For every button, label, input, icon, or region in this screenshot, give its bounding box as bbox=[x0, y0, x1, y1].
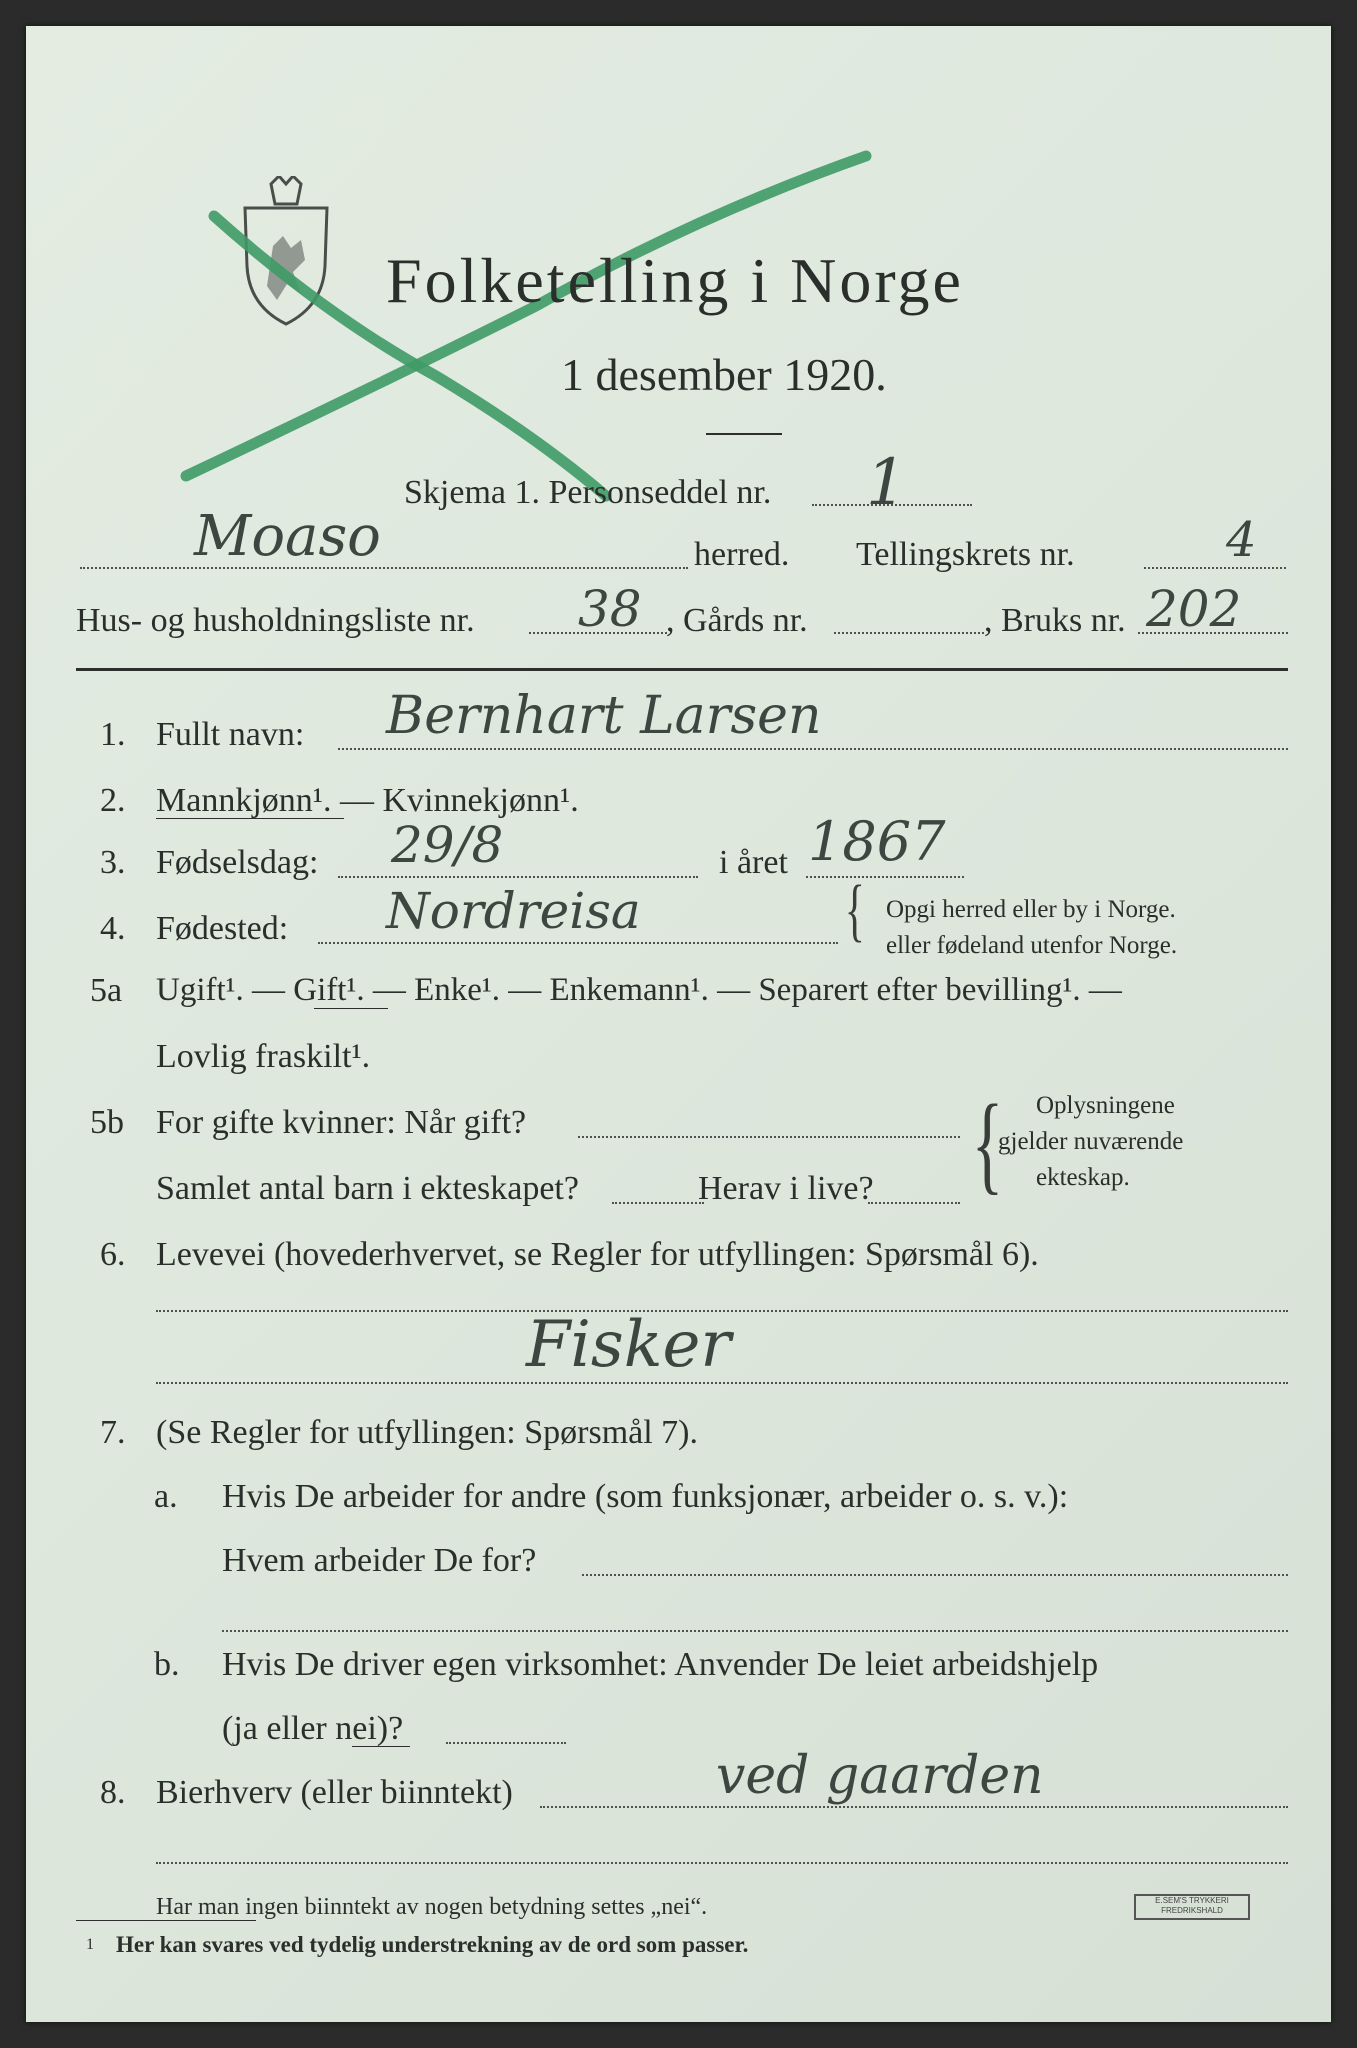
q5b-number: 5b bbox=[90, 1104, 124, 1141]
q5b-gift-line bbox=[578, 1136, 960, 1138]
q7b-underline-nei bbox=[352, 1746, 410, 1747]
tellingskrets-line bbox=[1144, 567, 1286, 569]
q5b-live-line bbox=[868, 1202, 960, 1204]
q5b-note-line1: Oplysningene bbox=[1036, 1092, 1175, 1119]
q6-number: 6. bbox=[100, 1236, 126, 1273]
personseddel-value[interactable]: 1 bbox=[866, 446, 907, 520]
q6-label: Levevei (hovederhvervet, se Regler for utfyllingen: Spørsmål 6). bbox=[156, 1236, 1039, 1273]
q4-note-line2: eller fødeland utenfor Norge. bbox=[886, 932, 1178, 959]
q4-line bbox=[318, 942, 838, 944]
q7b-line2: (ja eller nei)? bbox=[222, 1710, 404, 1747]
q8-side-income-value[interactable]: ved gaarden bbox=[716, 1746, 1044, 1806]
herred-label: herred. bbox=[694, 536, 790, 573]
form-title: Folketelling i Norge bbox=[386, 245, 964, 316]
footer-note: Har man ingen biinntekt av nogen betydning settes „nei“. bbox=[156, 1894, 708, 1920]
q5a-marital-line2: Lovlig fraskilt¹. bbox=[156, 1038, 371, 1075]
q7a-line bbox=[582, 1574, 1288, 1576]
q1-label: Fullt navn: bbox=[156, 716, 305, 753]
q1-line bbox=[338, 748, 1288, 750]
q7-number: 7. bbox=[100, 1414, 126, 1451]
title-divider bbox=[706, 433, 782, 435]
q3-aret-label: i året bbox=[719, 844, 788, 881]
q5b-line2a: Samlet antal barn i ekteskapet? bbox=[156, 1170, 579, 1207]
q4-label: Fødested: bbox=[156, 910, 289, 947]
q7-label: (Se Regler for utfyllingen: Spørsmål 7). bbox=[156, 1414, 699, 1451]
q6-occupation-value[interactable]: Fisker bbox=[526, 1308, 731, 1382]
q7a-line1: Hvis De arbeider for andre (som funksjonær, arbeider o. s. v.): bbox=[222, 1478, 1069, 1515]
q4-number: 4. bbox=[100, 910, 126, 947]
q3-label: Fødselsdag: bbox=[156, 844, 319, 881]
q2-number: 2. bbox=[100, 782, 126, 819]
q6-line2 bbox=[156, 1382, 1288, 1384]
skjema-label: Skjema 1. Personseddel nr. bbox=[404, 474, 772, 511]
q3-number: 3. bbox=[100, 844, 126, 881]
q2-gender-options: Mannkjønn¹. — Kvinnekjønn¹. bbox=[156, 782, 579, 819]
q4-birthplace-value[interactable]: Nordreisa bbox=[386, 882, 641, 940]
q1-fullname-value[interactable]: Bernhart Larsen bbox=[386, 686, 822, 746]
gards-label: , Gårds nr. bbox=[666, 602, 808, 639]
hus-value[interactable]: 38 bbox=[578, 580, 642, 638]
q4-note-line1: Opgi herred eller by i Norge. bbox=[886, 896, 1176, 923]
gards-line bbox=[834, 632, 984, 634]
herred-line bbox=[80, 567, 688, 569]
q7a-line2: Hvem arbeider De for? bbox=[222, 1542, 537, 1579]
q2-underline-mannkjonn bbox=[156, 818, 344, 819]
census-form bbox=[26, 26, 1331, 2022]
form-date: 1 desember 1920. bbox=[561, 349, 887, 400]
tellingskrets-value[interactable]: 4 bbox=[1226, 512, 1257, 568]
bruks-value[interactable]: 202 bbox=[1146, 580, 1242, 638]
footnote-divider bbox=[76, 1920, 256, 1921]
q8-line2 bbox=[156, 1862, 1288, 1864]
q4-brace: { bbox=[844, 872, 865, 949]
q5b-line1: For gifte kvinner: Når gift? bbox=[156, 1104, 527, 1141]
footnote-text: Her kan svares ved tydelig understrekning av de ord som passer. bbox=[116, 1932, 749, 1957]
q8-label: Bierhverv (eller biinntekt) bbox=[156, 1774, 513, 1811]
tellingskrets-label: Tellingskrets nr. bbox=[856, 536, 1075, 573]
q8-line bbox=[540, 1806, 1288, 1808]
footnote-marker: 1 bbox=[86, 1936, 94, 1953]
q5a-marital-options: Ugift¹. — Gift¹. — Enke¹. — Enkemann¹. — Separert efter bevilling¹. — bbox=[156, 972, 1122, 1008]
printer-stamp: E.SEM'S TRYKKERI FREDRIKSHALD bbox=[1134, 1894, 1250, 1920]
bruks-label: , Bruks nr. bbox=[984, 602, 1126, 639]
herred-value[interactable]: Moaso bbox=[194, 504, 381, 569]
q3-line bbox=[338, 876, 698, 878]
q7a-line-extra bbox=[222, 1630, 1288, 1632]
q7b-number: b. bbox=[154, 1646, 180, 1683]
q3-year-value[interactable]: 1867 bbox=[808, 810, 946, 873]
hus-label: Hus- og husholdningsliste nr. bbox=[76, 602, 475, 639]
q5b-brace: { bbox=[971, 1082, 1004, 1204]
q7b-line bbox=[446, 1742, 566, 1744]
q7a-number: a. bbox=[154, 1478, 178, 1515]
q5b-note-line2: gjelder nuværende bbox=[998, 1128, 1184, 1155]
q5b-line2b: Herav i live? bbox=[698, 1170, 874, 1207]
header-divider bbox=[76, 668, 1288, 671]
q5b-barn-line bbox=[612, 1202, 704, 1204]
q3-birthday-value[interactable]: 29/8 bbox=[391, 816, 504, 874]
q3-aret-line bbox=[806, 876, 964, 878]
q5a-underline-gift bbox=[314, 1008, 388, 1009]
q1-number: 1. bbox=[100, 716, 126, 753]
q5a-number: 5a bbox=[90, 972, 123, 1009]
q8-number: 8. bbox=[100, 1774, 126, 1811]
q5b-note-line3: ekteskap. bbox=[1036, 1164, 1130, 1191]
q7b-line1: Hvis De driver egen virksomhet: Anvender De leiet arbeidshjelp bbox=[222, 1646, 1099, 1683]
